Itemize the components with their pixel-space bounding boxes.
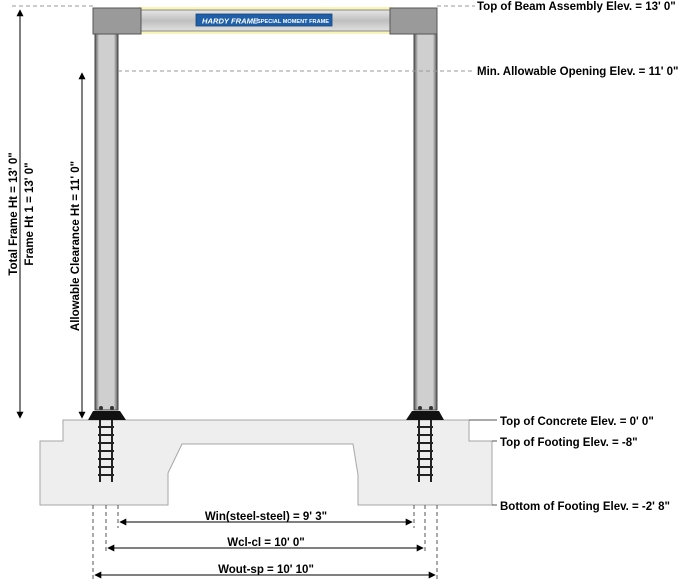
min-opening-label: Min. Allowable Opening Elev. = 11' 0" xyxy=(477,66,679,78)
beam-subtitle-text: SPECIAL MOMENT FRAME xyxy=(257,19,329,25)
top-of-beam-label: Top of Beam Assembly Elev. = 13' 0" xyxy=(477,1,676,13)
win-label: Win(steel-steel) = 9' 3" xyxy=(204,511,328,523)
left-column xyxy=(95,34,118,410)
top-of-concrete-label: Top of Concrete Elev. = 0' 0" xyxy=(500,416,654,428)
allowable-clearance-label: Allowable Clearance Ht = 11' 0" xyxy=(70,160,82,332)
left-column-cap xyxy=(93,8,141,34)
top-of-footing-label: Top of Footing Elev. = -8" xyxy=(500,437,638,449)
concrete-footing xyxy=(40,420,492,505)
total-frame-height-label: Total Frame Ht = 13' 0" xyxy=(8,152,20,276)
right-column xyxy=(414,34,437,410)
wout-label: Wout-sp = 10' 10" xyxy=(218,564,314,576)
bottom-of-footing-label: Bottom of Footing Elev. = -2' 8" xyxy=(500,501,670,513)
wcl-label: Wcl-cl = 10' 0" xyxy=(227,537,305,549)
right-column-cap xyxy=(390,8,437,34)
frame-height-1-label: Frame Ht 1 = 13' 0" xyxy=(24,162,36,266)
beam-brand-text: HARDY FRAME xyxy=(202,16,258,26)
